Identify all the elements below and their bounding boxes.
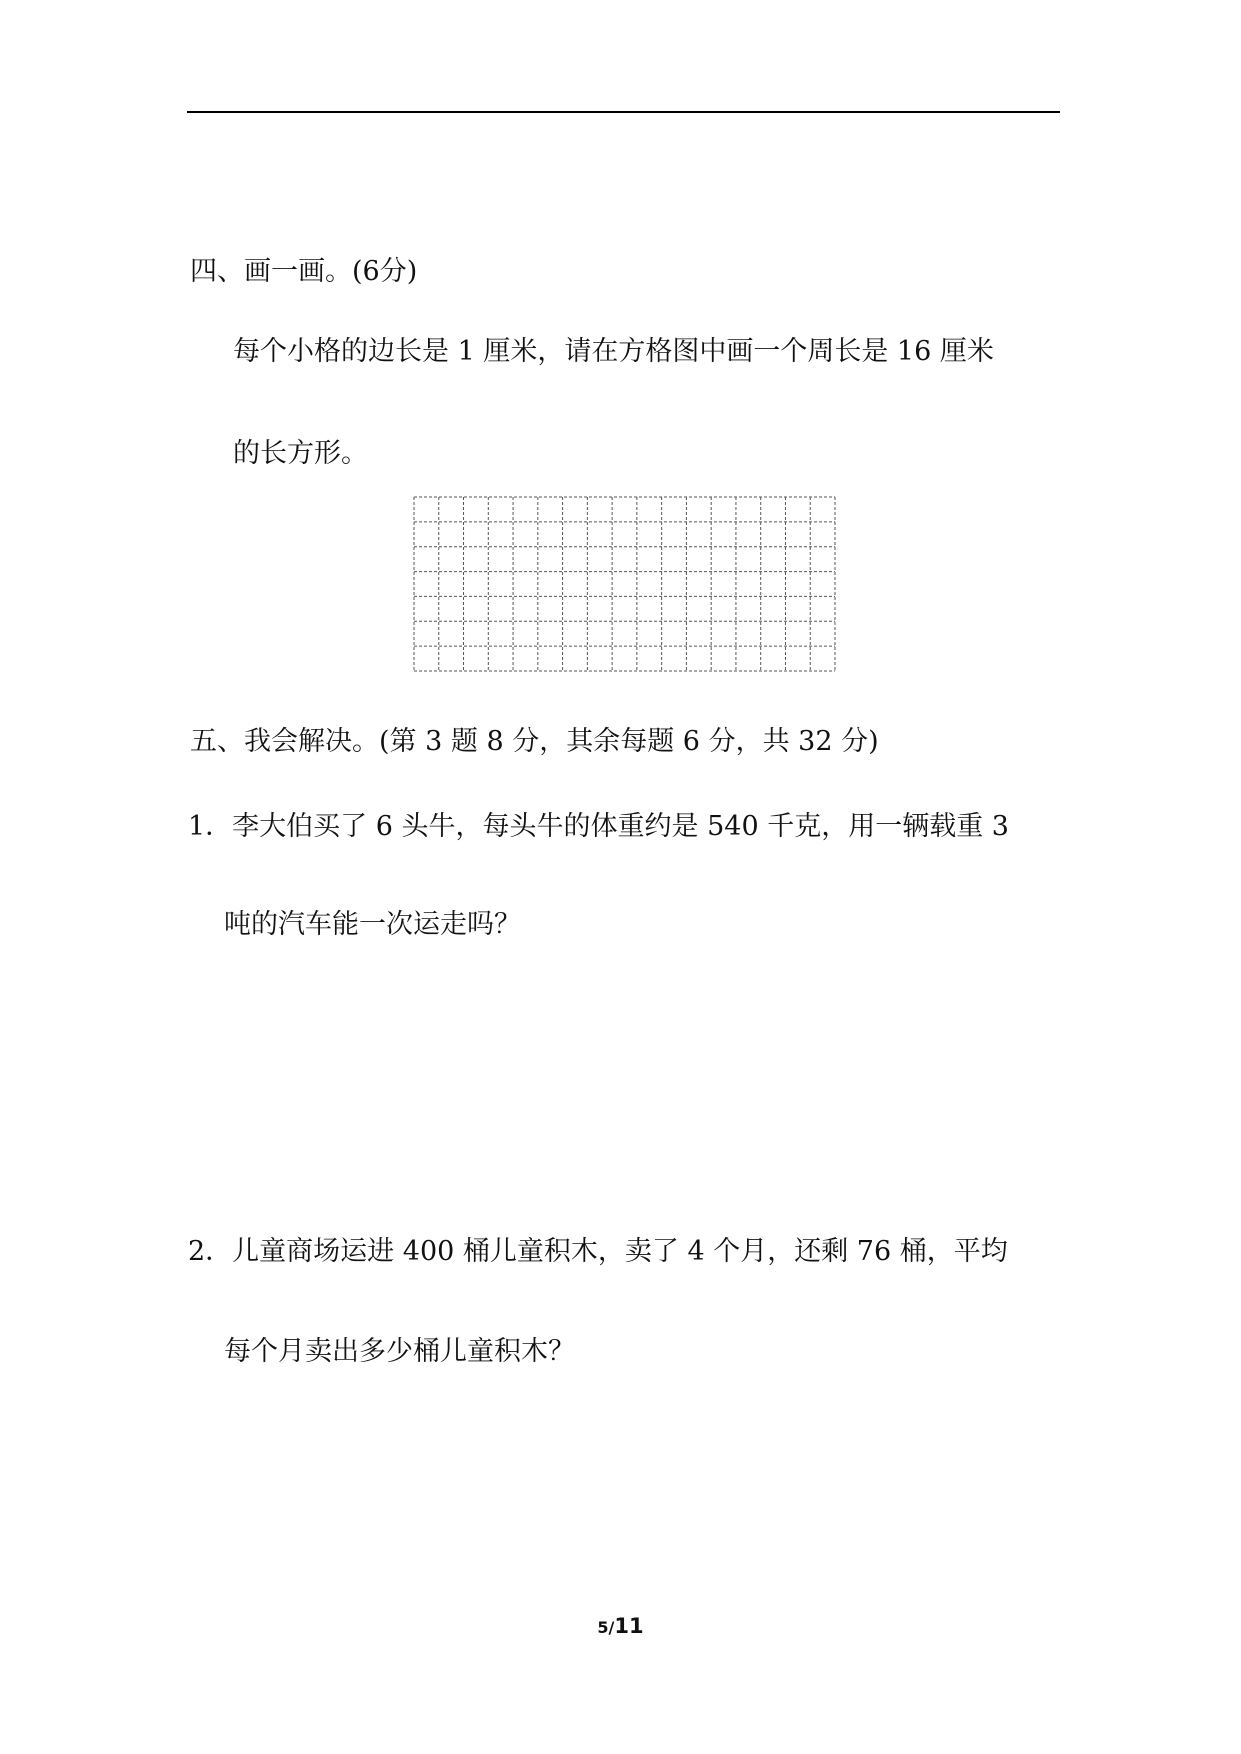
section-4-instruction-line1: 每个小格的边长是 1 厘米，请在方格图中画一个周长是 16 厘米 (233, 336, 994, 367)
question-2-line1: 2．儿童商场运进 400 桶儿童积木，卖了 4 个月，还剩 76 桶，平均 (188, 1236, 1008, 1267)
question-2-line2: 每个月卖出多少桶儿童积木？ (224, 1336, 575, 1367)
drawing-grid[interactable] (413, 496, 836, 672)
page-total: 11 (614, 1614, 644, 1638)
page-current: 5/ (597, 1618, 615, 1637)
section-4-title: 四、画一画。(6分) (190, 256, 418, 287)
question-1-line2: 吨的汽车能一次运走吗？ (224, 909, 521, 940)
question-1-line1: 1．李大伯买了 6 头牛，每头牛的体重约是 540 千克，用一辆载重 3 (188, 811, 1009, 842)
section-4-instruction-line2: 的长方形。 (233, 438, 368, 469)
page-number (0, 1614, 1241, 1638)
header-rule (187, 111, 1060, 113)
drawing-grid-svg[interactable] (413, 496, 836, 672)
section-5-title: 五、我会解决。(第 3 题 8 分，其余每题 6 分，共 32 分) (190, 726, 879, 757)
